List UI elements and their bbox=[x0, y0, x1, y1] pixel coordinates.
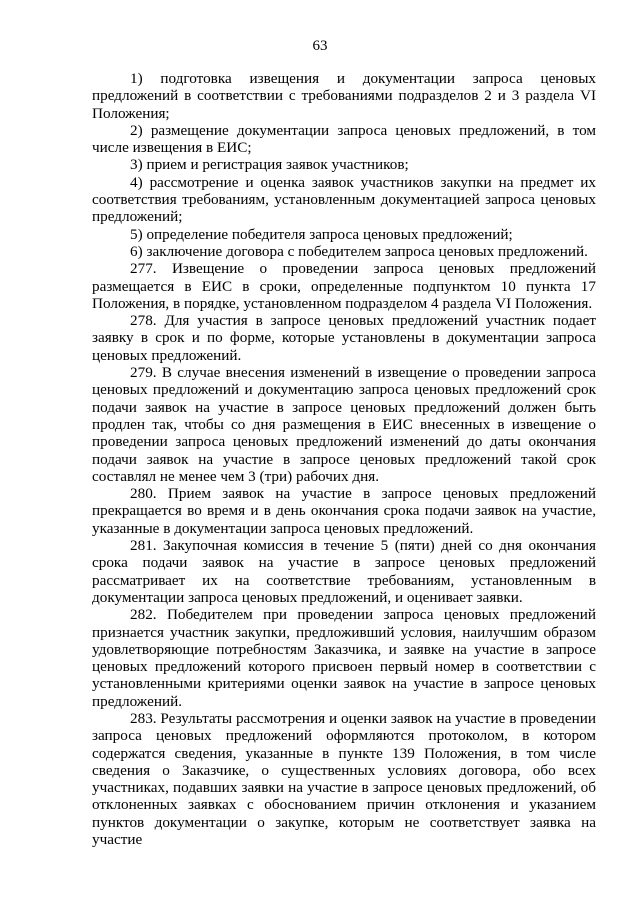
clause-277: 277. Извещение о проведении запроса ценовых предложений размещается в ЕИС в сроки, определенные подпунктом 10 пункта 17 Положения, в порядке, установленном подразделом 4 раздела VI Положения. bbox=[92, 260, 596, 312]
list-item-1: 1) подготовка извещения и документации запроса ценовых предложений в соответствии с требованиями подразделов 2 и 3 раздела VI Положения; bbox=[92, 70, 596, 122]
list-item-2: 2) размещение документации запроса ценовых предложений, в том числе извещения в ЕИС; bbox=[92, 121, 596, 157]
list-item-3: 3) прием и регистрация заявок участников; bbox=[130, 156, 409, 174]
page-number: 63 bbox=[312, 38, 328, 54]
clause-278: 278. Для участия в запросе ценовых предложений участник подает заявку в срок и по форме, которые установлены в документации запроса ценовых предложений. bbox=[92, 312, 596, 364]
clause-282: 282. Победителем при проведении запроса ценовых предложений признается участник закупки, предложивший условия, наилучшим образом удовлетворяющие потребностям Заказчика, и заявке на участие в запросе ценовых предложений которого присвоен первый номер в соответствии с установленными критериями оценки заявок на участие в запросе ценовых предложений. bbox=[92, 606, 596, 710]
clause-280: 280. Прием заявок на участие в запросе ценовых предложений прекращается во время и в день окончания срока подачи заявок на участие, указанные в документации запроса ценовых предложений. bbox=[92, 485, 596, 537]
list-item-4: 4) рассмотрение и оценка заявок участников закупки на предмет их соответствия требованиям, установленным документацией запроса ценовых предложений; bbox=[92, 173, 596, 226]
clause-281: 281. Закупочная комиссия в течение 5 (пяти) дней со дня окончания срока подачи заявок на участие в запросе ценовых предложений рассматривает их на соответствие требованиям, установленным в документации запроса ценовых предложений, и оценивает заявки. bbox=[92, 537, 596, 606]
document-body bbox=[92, 70, 596, 848]
clause-279: 279. В случае внесения изменений в извещение о проведении запроса ценовых предложений и документацию запроса ценовых предложений срок подачи заявок на участие в запросе ценовых предложений должен быть продлен так, чтобы со дня размещения в ЕИС внесенных в извещение о проведении запроса ценовых предложений изменений до даты окончания подачи заявок на участие в запросе ценовых предложений такой срок составлял не менее чем 3 (три) рабочих дня. bbox=[92, 364, 596, 485]
list-item-5: 5) определение победителя запроса ценовых предложений; bbox=[130, 225, 513, 243]
clause-283: 283. Результаты рассмотрения и оценки заявок на участие в проведении запроса ценовых предложений оформляются протоколом, в котором содержатся сведения, указанные в пункте 139 Положения, в том числе сведения о Заказчике, о существенных условиях договора, обо всех участниках, подавших заявки на участие в запросе ценовых предложений, об отклоненных заявках с обоснованием причин отклонения и указанием пунктов документации о закупке, которым не соответствует заявка на участие bbox=[92, 709, 596, 849]
list-item-6: 6) заключение договора с победителем запроса ценовых предложений. bbox=[130, 242, 588, 260]
